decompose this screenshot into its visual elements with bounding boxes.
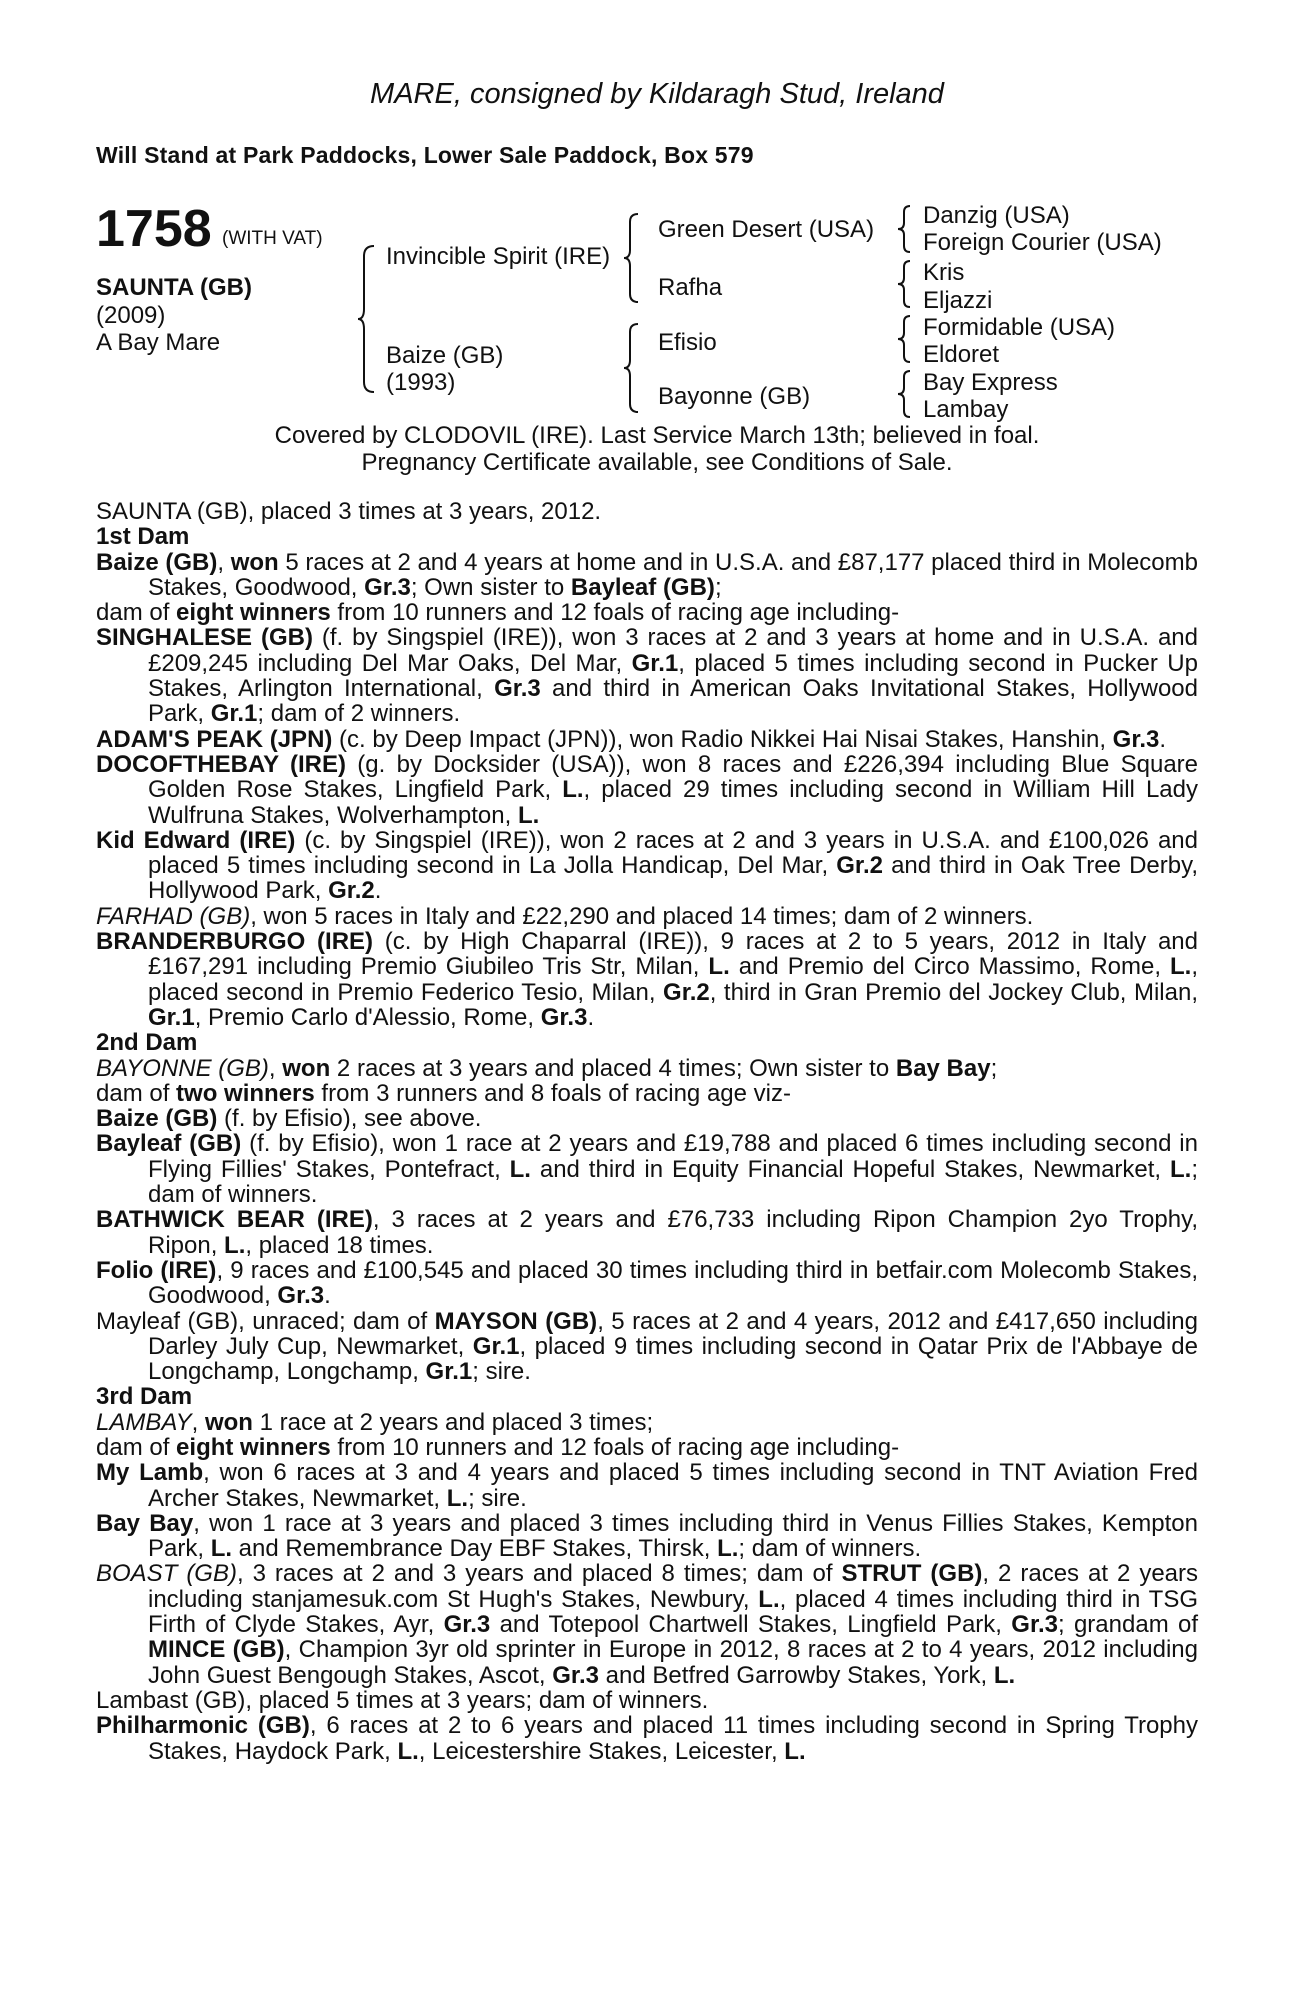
dam-sire-brace [896,314,914,364]
produce-entry: Baize (GB) (f. by Efisio), see above. [96,1105,482,1133]
sire-sire-brace [896,204,914,254]
third-dam-heading: 3rd Dam [96,1383,193,1411]
horse-name: SAUNTA (GB) [96,274,252,301]
produce-subentry: BRANDERBURGO (IRE) (c. by High Chaparral (IRE)), 9 races at 2 to 5 years, 2012 in Italy and £167,291 including Premio Giubileo Tris Str, Milan, L. and Premio del Circo Massimo, Rome, L., placed second in Premio Federico Tesio, Milan, Gr.2, third in Gran Premio del Jockey Club, Milan, Gr.1, Premio Carlo d'Alessio, Rome, Gr.3. [96,928,1198,1031]
sire-dam: Rafha [658,274,723,301]
dam-brace [622,322,642,414]
second-dam-produce-summary: dam of two winners from 3 runners and 8 foals of racing age viz- [96,1079,791,1107]
produce-subentry: ADAM'S PEAK (JPN) (c. by Deep Impact (JPN)), won Radio Nikkei Hai Nisai Stakes, Hanshin, Gr.3. [96,725,1167,753]
granddam-1: Foreign Courier (USA) [923,229,1162,256]
produce-entry: SINGHALESE (GB) (f. by Singspiel (IRE)), won 3 races at 2 and 3 years at home and in U.S.A. and £209,245 including Del Mar Oaks, Del Mar, Gr.1, placed 5 times including second in Pucker Up Stakes, Arlington International, Gr.3 and third in American Oaks Invitational Stakes, Hollywood Park, Gr.1; dam of 2 winners. [96,624,1199,728]
granddam-4: Lambay [923,396,1009,423]
pedigree-main-brace [356,244,378,394]
third-dam-produce-summary: dam of eight winners from 10 runners and 12 foals of racing age including- [96,1433,900,1461]
second-dam-record: BAYONNE (GB), won 2 races at 3 years and placed 4 times; Own sister to Bay Bay; [96,1054,998,1082]
grandsire-2: Kris [923,259,965,286]
covered-line: Covered by CLODOVIL (IRE). Last Service March 13th; believed in foal. [274,422,1040,449]
produce-subentry: Mayleaf (GB), unraced; dam of MAYSON (GB), 5 races at 2 and 4 years, 2012 and £417,650 including Darley July Cup, Newmarket, Gr.1, placed 9 times including second in Qatar Prix de l'Abbaye de Longchamp, Longchamp, Gr.1; sire. [96,1307,1198,1386]
produce-entry: Bay Bay, won 1 race at 3 years and placed 3 times including third in Venus Fillies Stakes, Kempton Park, L. and Remembrance Day EBF Stakes, Thirsk, L.; dam of winners. [96,1509,1198,1563]
horse-year: (2009) [96,302,166,329]
first-dam-produce-summary: dam of eight winners from 10 runners and 12 foals of racing age including- [96,599,900,627]
second-dam-heading: 2nd Dam [96,1029,198,1057]
produce-entry: My Lamb, won 6 races at 3 and 4 years and placed 5 times including second in TNT Aviation Fred Archer Stakes, Newmarket, L.; sire. [96,1459,1198,1512]
dam-sire: Efisio [658,329,717,356]
horse-description: A Bay Mare [96,329,221,356]
produce-entry: FARHAD (GB), won 5 races in Italy and £22,290 and placed 14 times; dam of 2 winners. [96,902,1034,930]
vat-note: (WITH VAT) [222,228,323,249]
intro-line: SAUNTA (GB), placed 3 times at 3 years, 2012. [96,498,602,525]
produce-subentry: BATHWICK BEAR (IRE), 3 races at 2 years and £76,733 including Ripon Champion 2yo Trophy, Ripon, L., placed 18 times. [96,1206,1198,1259]
dam: Baize (GB) [386,342,504,369]
dam-dam: Bayonne (GB) [658,383,811,410]
produce-subentry: BOAST (GB), 3 races at 2 and 3 years and placed 8 times; dam of STRUT (GB), 2 races at 2 years including stanjamesuk.com St Hugh's Stakes, Newbury, L., placed 4 times including third in TSG Firth of Clyde Stakes, Ayr, Gr.3 and Totepool Chartwell Stakes, Lingfield Park, Gr.3; grandam of MINCE (GB), Champion 3yr old sprinter in Europe in 2012, 8 races at 2 to 4 years, 2012 including John Guest Bengough Stakes, Ascot, Gr.3 and Betfred Garrowby Stakes, York, L. [96,1560,1199,1689]
first-dam-heading: 1st Dam [96,523,190,551]
grandsire-3: Formidable (USA) [923,314,1116,341]
pregnancy-line: Pregnancy Certificate available, see Conditions of Sale. [361,449,953,476]
produce-subentry: Philharmonic (GB), 6 races at 2 to 6 years and placed 11 times including second in Spring Trophy Stakes, Haydock Park, L., Leicestershire Stakes, Leicester, L. [96,1712,1198,1765]
first-dam-record: Baize (GB), won 5 races at 2 and 4 years at home and in U.S.A. and £87,177 placed third in Molecomb Stakes, Goodwood, Gr.3; Own sister to Bayleaf (GB); [96,548,1198,601]
sire-dam-brace [896,259,914,309]
produce-entry: Kid Edward (IRE) (c. by Singspiel (IRE)), won 2 races at 2 and 3 years in U.S.A. and £100,026 and placed 5 times including second in La Jolla Handicap, Del Mar, Gr.2 and third in Oak Tree Derby, Hollywood Park, Gr.2. [96,826,1198,905]
produce-entry: Lambast (GB), placed 5 times at 3 years; dam of winners. [96,1686,709,1714]
sire-brace [622,212,642,304]
grandsire-4: Bay Express [923,369,1058,396]
dam-year: (1993) [386,369,456,396]
lot-number: 1758 [96,200,212,258]
third-dam-record: LAMBAY, won 1 race at 2 years and placed 3 times; [96,1408,654,1436]
granddam-3: Eldoret [923,341,1000,368]
sire: Invincible Spirit (IRE) [386,243,611,270]
produce-entry: DOCOFTHEBAY (IRE) (g. by Docksider (USA)), won 8 races and £226,394 including Blue Square Golden Rose Stakes, Lingfield Park, L., placed 29 times including second in William Hill Lady Wulfruna Stakes, Wolverhampton, L. [96,750,1199,829]
catalogue-body [96,499,1198,1764]
consignor-title: MARE, consigned by Kildaragh Stud, Ireland [370,78,944,110]
granddam-2: Eljazzi [923,287,993,314]
sire-sire: Green Desert (USA) [658,216,875,243]
stand-location: Will Stand at Park Paddocks, Lower Sale Paddock, Box 579 [96,142,754,168]
grandsire-1: Danzig (USA) [923,202,1070,229]
produce-entry: Bayleaf (GB) (f. by Efisio), won 1 race at 2 years and £19,788 and placed 6 times including second in Flying Fillies' Stakes, Pontefract, L. and third in Equity Financial Hopeful Stakes, Newmarket, L.; dam of winners. [96,1130,1198,1209]
dam-dam-brace [896,369,914,419]
produce-subentry: Folio (IRE), 9 races and £100,545 and placed 30 times including third in betfair.com Molecomb Stakes, Goodwood, Gr.3. [96,1256,1199,1310]
